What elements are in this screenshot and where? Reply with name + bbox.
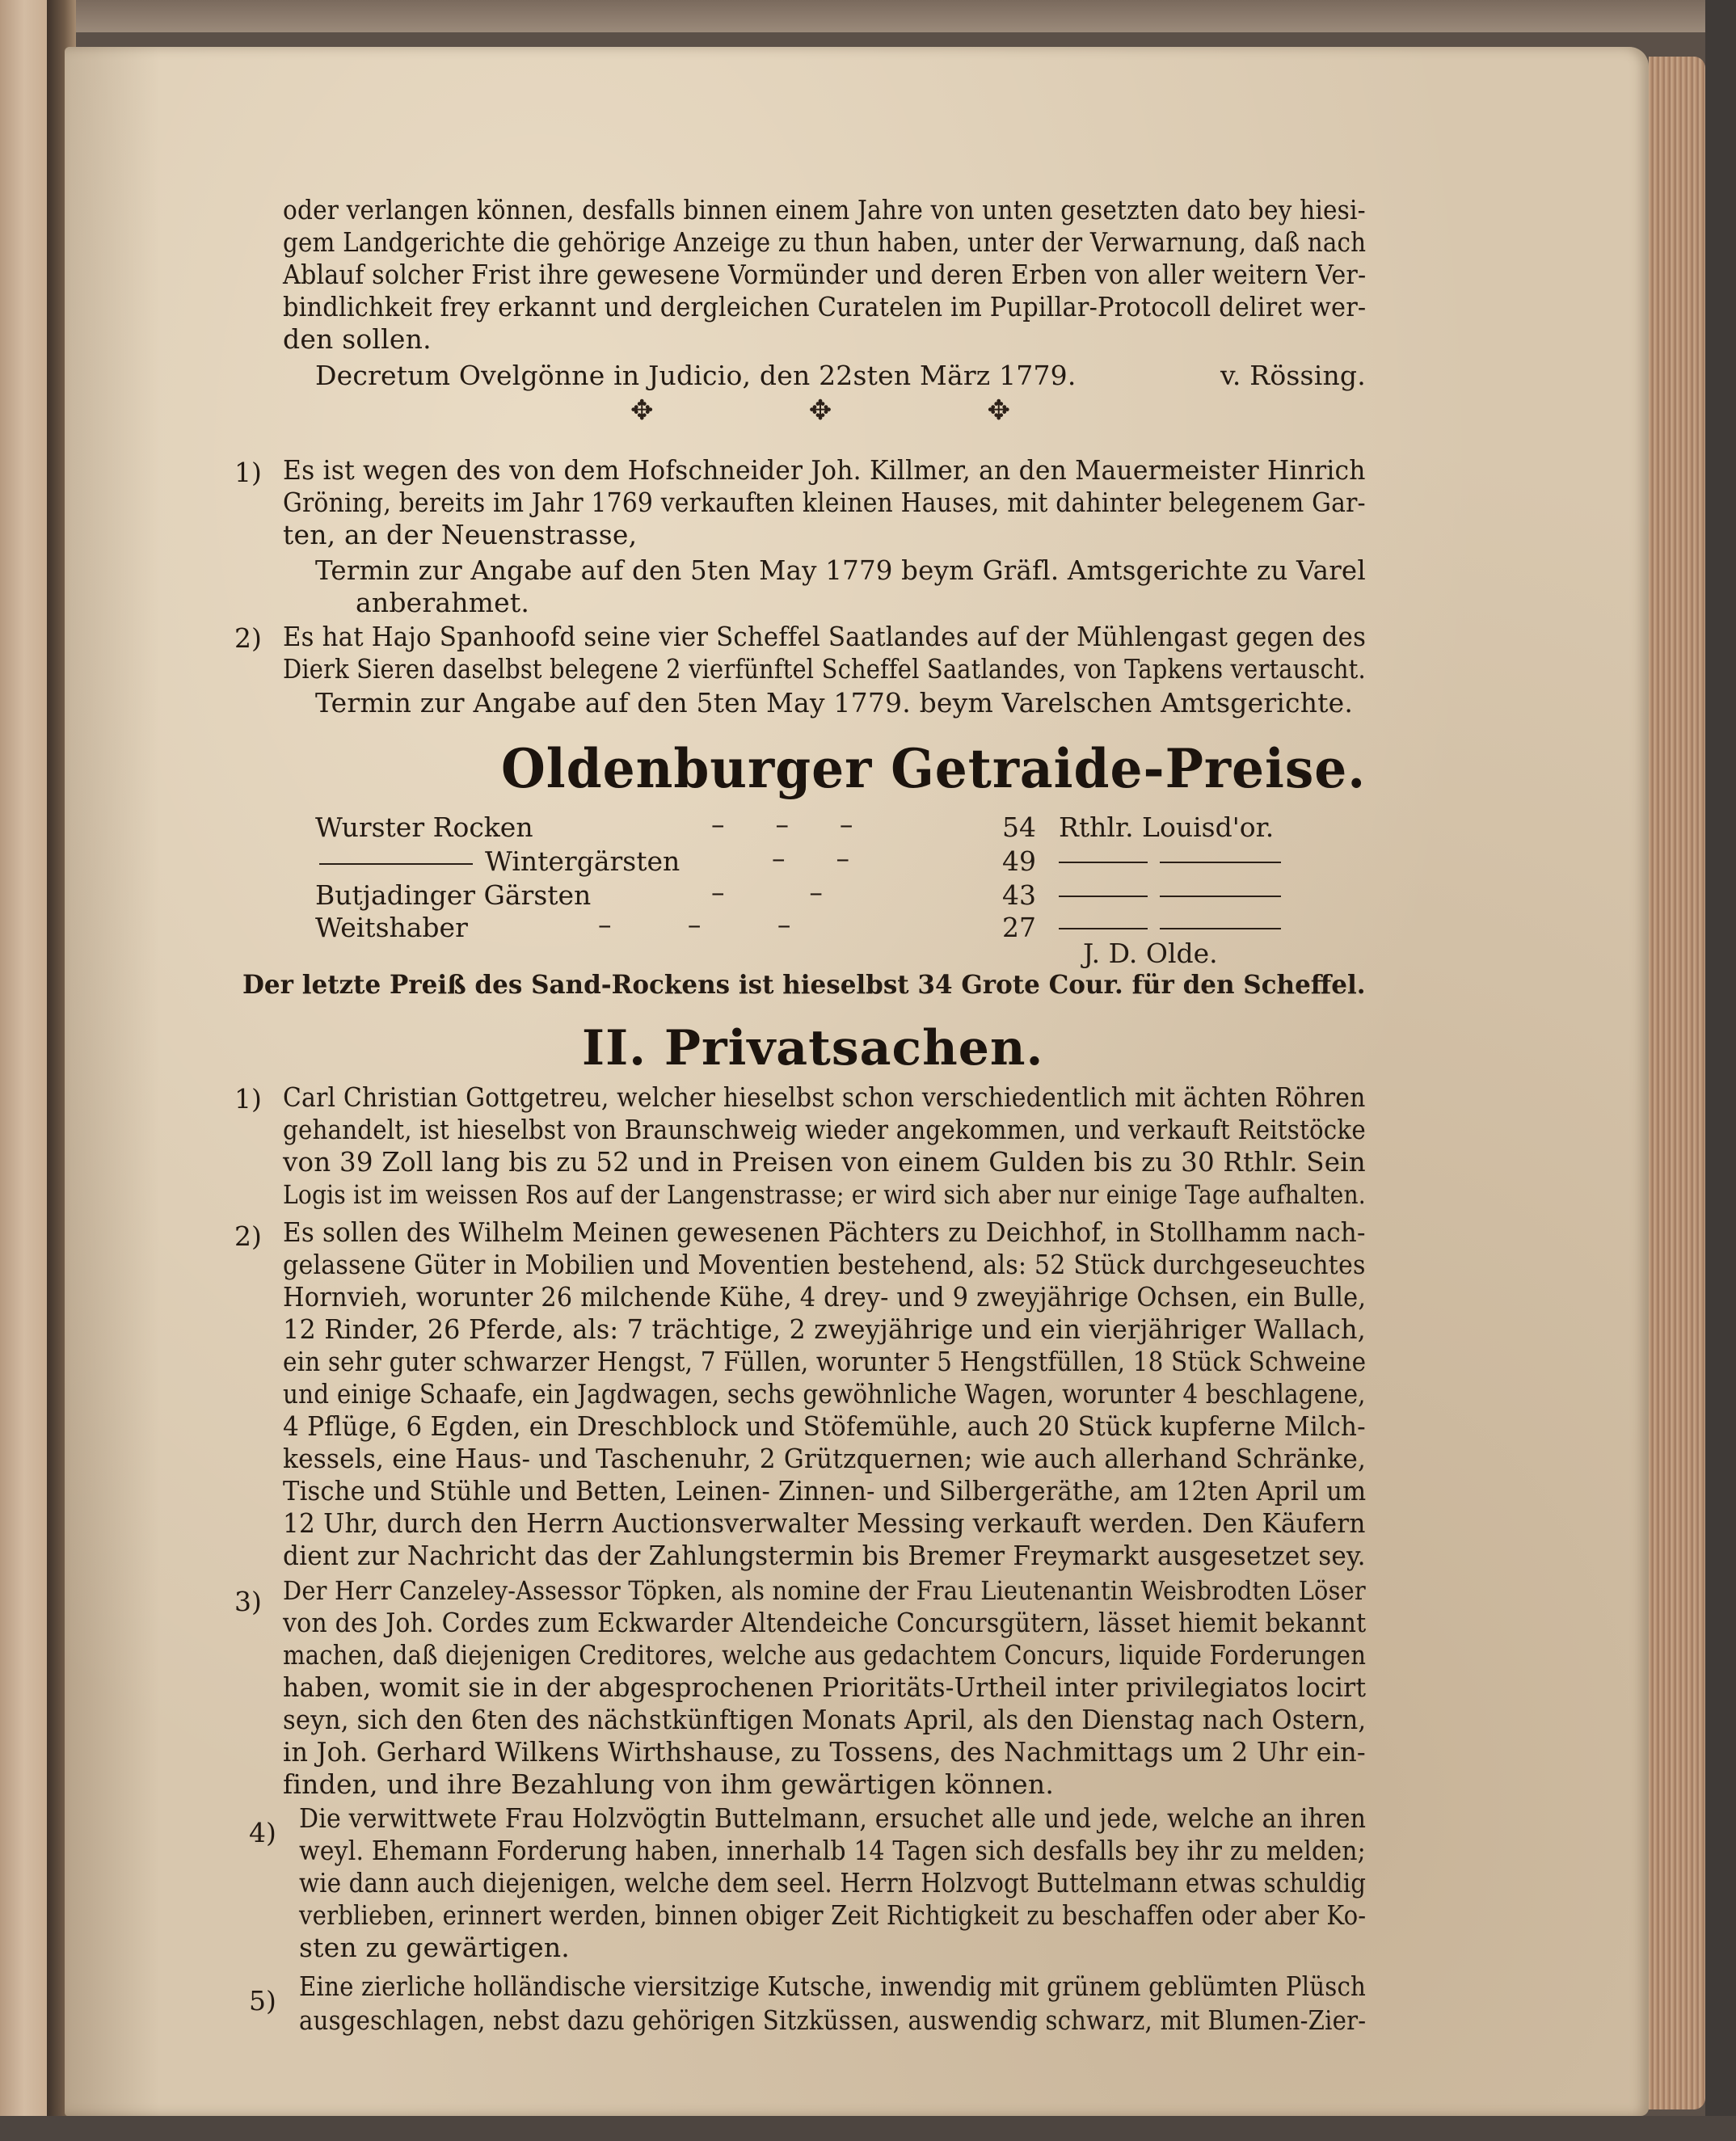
text-line: in Joh. Gerhard Wilkens Wirthshause, zu Tossens, des Nachmittags um 2 Uhr ein- [283,1736,1366,1768]
notice-number: 2) [234,1220,262,1252]
text-line: Der Herr Canzeley-Assessor Töpken, als nomine der Frau Lieutenantin Weisbrodten Löser [283,1575,1366,1606]
text-line: von 39 Zoll lang bis zu 52 und in Preisen von einem Gulden bis zu 30 Rthlr. Sein [283,1146,1366,1178]
text-line: ein sehr guter schwarzer Hengst, 7 Füllen, worunter 5 Hengstfüllen, 18 Stück Schweine [283,1346,1367,1377]
text-line: Dierk Sieren daselbst belegene 2 vierfünftel Scheffel Saatlandes, von Tapkens vertauscht. [283,653,1366,685]
text-line: Die verwittwete Frau Holzvögtin Buttelmann, ersuchet alle und jede, welche an ihren [299,1802,1367,1834]
scan-top-border [0,0,1736,32]
text-line: 12 Uhr, durch den Herrn Auctionsverwalter Messing verkauft werden. Den Käufern [283,1507,1366,1539]
price-label: Wurster Rocken [315,811,533,843]
text-line: Ablauf solcher Frist ihre gewesene Vormünder und deren Erben von aller weitern Ver- [283,259,1367,290]
price-label: Wintergärsten [485,845,680,877]
signature: v. Rössing. [1220,360,1366,391]
text-line: wie dann auch diejenigen, welche dem seel. Herrn Holzvogt Buttelmann etwas schuldig [299,1867,1367,1899]
text-line: ausgeschlagen, nebst dazu gehörigen Sitzküssen, auswendig schwarz, mit Blumen-Zier- [299,2004,1367,2036]
ornament-star-icon: ✥ [808,394,832,427]
ornament-star-icon: ✥ [630,394,654,427]
privatsachen-heading: II. Privatsachen. [582,1020,1044,1077]
notice-number: 1) [234,457,262,488]
text-line: und einige Schaafe, ein Jagdwagen, sechs gewöhnliche Wagen, worunter 4 beschlagene, [283,1378,1366,1410]
ditto-rule [1160,896,1281,897]
scan-right-border [1705,0,1736,2141]
text-line: dient zur Nachricht das der Zahlungstermin bis Bremer Freymarkt ausgesetzet sey. [283,1540,1366,1571]
text-line: Tische und Stühle und Betten, Leinen- Zinnen- und Silbergeräthe, am 12ten April um [283,1475,1367,1507]
notice-number: 5) [249,1985,276,2017]
notice-number: 1) [234,1083,262,1115]
text-line: Carl Christian Gottgetreu, welcher hieselbst schon verschiedentlich mit ächten Röhren [283,1081,1366,1113]
text-line: seyn, sich den 6ten des nächstkünftigen Monats April, als den Dienstag nach Ostern, [283,1704,1367,1735]
text-line: gem Landgerichte die gehörige Anzeige zu thun haben, unter der Verwarnung, daß nach [283,226,1367,258]
text-line: finden, und ihre Bezahlung von ihm gewärtigen können. [283,1768,1055,1800]
decretum-line: Decretum Ovelgönne in Judicio, den 22sten März 1779. [315,360,1077,391]
text-line: Es hat Hajo Spanhoofd seine vier Scheffel Saatlandes auf der Mühlengast gegen des [283,621,1367,652]
scan-bottom-border [0,2116,1736,2141]
text-line: gehandelt, ist hieselbst von Braunschweig wieder angekommen, und verkauft Reitstöcke [283,1114,1366,1145]
notice-number: 4) [249,1817,276,1848]
filler-dashes: – – [772,842,849,874]
text-line: gelassene Güter in Mobilien und Moventien bestehend, als: 52 Stück durchgeseuchtes [283,1249,1366,1280]
text-line: von des Joh. Cordes zum Eckwarder Altendeiche Concursgütern, lässet hiemit bekannt [283,1607,1367,1638]
price-label: Weitshaber [315,912,468,943]
notice-number: 2) [234,622,262,654]
text-line: den sollen. [283,323,432,355]
text-line: Es ist wegen des von dem Hofschneider Joh. Killmer, an den Mauermeister Hinrich [283,454,1366,486]
ornament-separator [630,394,1010,427]
price-value: 54 [1002,811,1036,843]
text-line: 4 Pflüge, 6 Egden, ein Dreschblock und Stöfemühle, auch 20 Stück kupferne Milch- [283,1410,1366,1442]
price-value: 27 [1002,912,1036,943]
ditto-rule [1059,896,1148,897]
text-line: weyl. Ehemann Forderung haben, innerhalb 14 Tagen sich desfalls bey ihr zu melden; [299,1835,1366,1866]
filler-dashes: – – – [711,808,853,840]
text-line: verblieben, erinnert werden, binnen obiger Zeit Richtigkeit zu beschaffen oder aber Ko- [299,1899,1367,1931]
text-line: bindlichkeit frey erkannt und dergleichen Curatelen im Pupillar-Protocoll deliret wer- [283,291,1367,322]
currency-header: Rthlr. Louisd'or. [1059,811,1275,843]
price-value: 43 [1002,879,1036,911]
text-line: ten, an der Neuenstrasse, [283,519,638,550]
text-line: oder verlangen können, desfalls binnen einem Jahre von unten gesetzten dato bey hiesi- [283,194,1366,225]
text-line: Logis ist im weissen Ros auf der Langenstrasse; er wird sich aber nur einige Tage aufhalten. [283,1179,1366,1210]
text-line: Eine zierliche holländische viersitzige Kutsche, inwendig mit grünem geblümten Plüsch [299,1970,1367,2002]
text-line: kessels, eine Haus- und Taschenuhr, 2 Grützquernen; wie auch allerhand Schränke, [283,1443,1367,1474]
text-line: Termin zur Angabe auf den 5ten May 1779 beym Gräfl. Amtsgerichte zu Varel [315,554,1366,586]
price-label: Butjadinger Gärsten [315,879,592,911]
text-line: machen, daß diejenigen Creditores, welche aus gedachtem Concurs, liquide Forderungen [283,1639,1367,1671]
filler-dashes: – – [711,876,823,908]
text-line: sten zu gewärtigen. [299,1932,570,1963]
text-line: Termin zur Angabe auf den 5ten May 1779. beym Varelschen Amtsgerichte. [315,687,1354,719]
ditto-rule [319,863,473,865]
ditto-rule [1059,928,1148,929]
page-block-edges [1649,57,1705,2109]
price-note: Der letzte Preiß des Sand-Rockens ist hieselbst 34 Grote Cour. für den Scheffel. [242,969,1366,1000]
text-line: 12 Rinder, 26 Pferde, als: 7 trächtige, 2 zweyjährige und ein vierjähriger Wallach, [283,1313,1367,1345]
ditto-rule [1059,862,1148,863]
ditto-rule [1160,928,1281,929]
ornament-star-icon: ✥ [987,394,1010,427]
price-value: 49 [1002,845,1036,877]
notice-number: 3) [234,1586,262,1617]
price-signature: J. D. Olde. [1083,938,1218,969]
filler-dashes: – – – [598,908,791,940]
ditto-rule [1160,862,1281,863]
prices-heading: Oldenburger Getraide-Preise. [501,737,1367,800]
text-line: Es sollen des Wilhelm Meinen gewesenen Pächters zu Deichhof, in Stollhamm nach- [283,1216,1366,1248]
text-line: anberahmet. [356,587,530,618]
text-line: Hornvieh, worunter 26 milchende Kühe, 4 drey- und 9 zweyjährige Ochsen, ein Bulle, [283,1281,1367,1313]
text-line: haben, womit sie in der abgesprochenen Prioritäts-Urtheil inter privilegiatos locirt [283,1671,1367,1703]
text-line: Gröning, bereits im Jahr 1769 verkauften kleinen Hauses, mit dahinter belegenem Gar- [283,487,1366,518]
